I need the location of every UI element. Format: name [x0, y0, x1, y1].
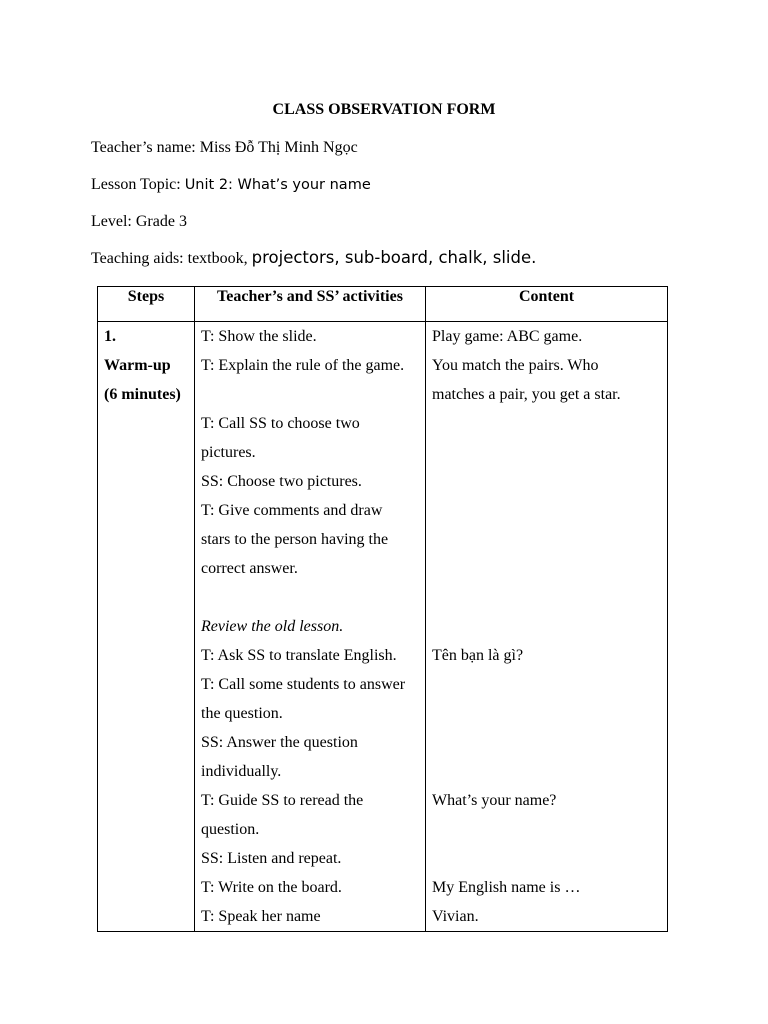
activity-line: pictures.	[201, 444, 256, 461]
step-name: Warm-up	[104, 357, 171, 374]
activity-line: T: Give comments and draw	[201, 502, 383, 519]
lesson-topic-label: Lesson Topic:	[91, 176, 185, 193]
table-header-row	[98, 287, 668, 322]
activity-line: T: Ask SS to translate English.	[201, 647, 397, 664]
observation-table	[97, 286, 668, 932]
form-title: CLASS OBSERVATION FORM	[272, 101, 496, 118]
teaching-aids-value: projectors, sub-board, chalk, slide.	[251, 248, 537, 267]
activity-line: SS: Choose two pictures.	[201, 473, 362, 490]
content-line	[432, 438, 661, 467]
activity-line: T: Explain the rule of the game.	[201, 357, 405, 374]
content-line: Play game: ABC game.	[432, 328, 583, 345]
activity-line: T: Guide SS to reread the	[201, 792, 364, 809]
level-value: Grade 3	[135, 213, 187, 230]
activity-line: T: Speak her name	[201, 908, 321, 925]
content-line: You match the pairs. Who	[432, 357, 599, 374]
level-line	[91, 212, 187, 232]
content-line	[432, 496, 661, 525]
content-line	[432, 554, 661, 583]
content-line: Vivian.	[432, 908, 479, 925]
activity-line: the question.	[201, 705, 283, 722]
content-line	[432, 844, 661, 873]
content-line	[432, 525, 661, 554]
activity-line: individually.	[201, 763, 282, 780]
content-line	[432, 670, 661, 699]
header-steps: Steps	[98, 287, 195, 322]
content-line: My English name is …	[432, 879, 581, 896]
header-activities: Teacher’s and SS’ activities	[195, 287, 426, 322]
content-line	[432, 612, 661, 641]
activity-line: T: Call SS to choose two	[201, 415, 360, 432]
teacher-name-line	[91, 138, 358, 158]
teaching-aids-label: Teaching aids: textbook,	[91, 250, 252, 267]
activity-line: T: Show the slide.	[201, 328, 317, 345]
activity-line: SS: Listen and repeat.	[201, 850, 342, 867]
activities-cell	[195, 322, 426, 932]
activity-line: correct answer.	[201, 560, 298, 577]
activity-line: T: Write on the board.	[201, 879, 342, 896]
level-label: Level:	[91, 213, 136, 230]
table-row	[98, 322, 668, 932]
content-line: Tên bạn là gì?	[432, 647, 524, 664]
teaching-aids-line	[91, 248, 536, 269]
content-line	[432, 699, 661, 728]
activity-line: SS: Answer the question	[201, 734, 358, 751]
activity-line: stars to the person having the	[201, 531, 389, 548]
steps-cell	[98, 322, 195, 932]
content-line	[432, 757, 661, 786]
step-number: 1.	[104, 328, 116, 345]
content-line	[432, 583, 661, 612]
content-line: matches a pair, you get a star.	[432, 386, 621, 403]
teacher-name-label: Teacher’s name:	[91, 139, 200, 156]
lesson-topic-line	[91, 175, 371, 195]
content-line	[432, 815, 661, 844]
content-cell	[426, 322, 668, 932]
activity-subheading: Review the old lesson.	[201, 618, 344, 635]
activity-line	[201, 583, 419, 612]
content-line: What’s your name?	[432, 792, 557, 809]
teacher-name-value: Miss Đỗ Thị Minh Ngọc	[199, 139, 358, 156]
step-duration: (6 minutes)	[104, 386, 181, 403]
content-line	[432, 409, 661, 438]
activity-line	[201, 380, 419, 409]
header-content: Content	[426, 287, 668, 322]
content-line	[432, 728, 661, 757]
activity-line: question.	[201, 821, 260, 838]
activity-line: T: Call some students to answer	[201, 676, 406, 693]
content-line	[432, 467, 661, 496]
lesson-topic-value: Unit 2: What’s your name	[184, 177, 371, 193]
